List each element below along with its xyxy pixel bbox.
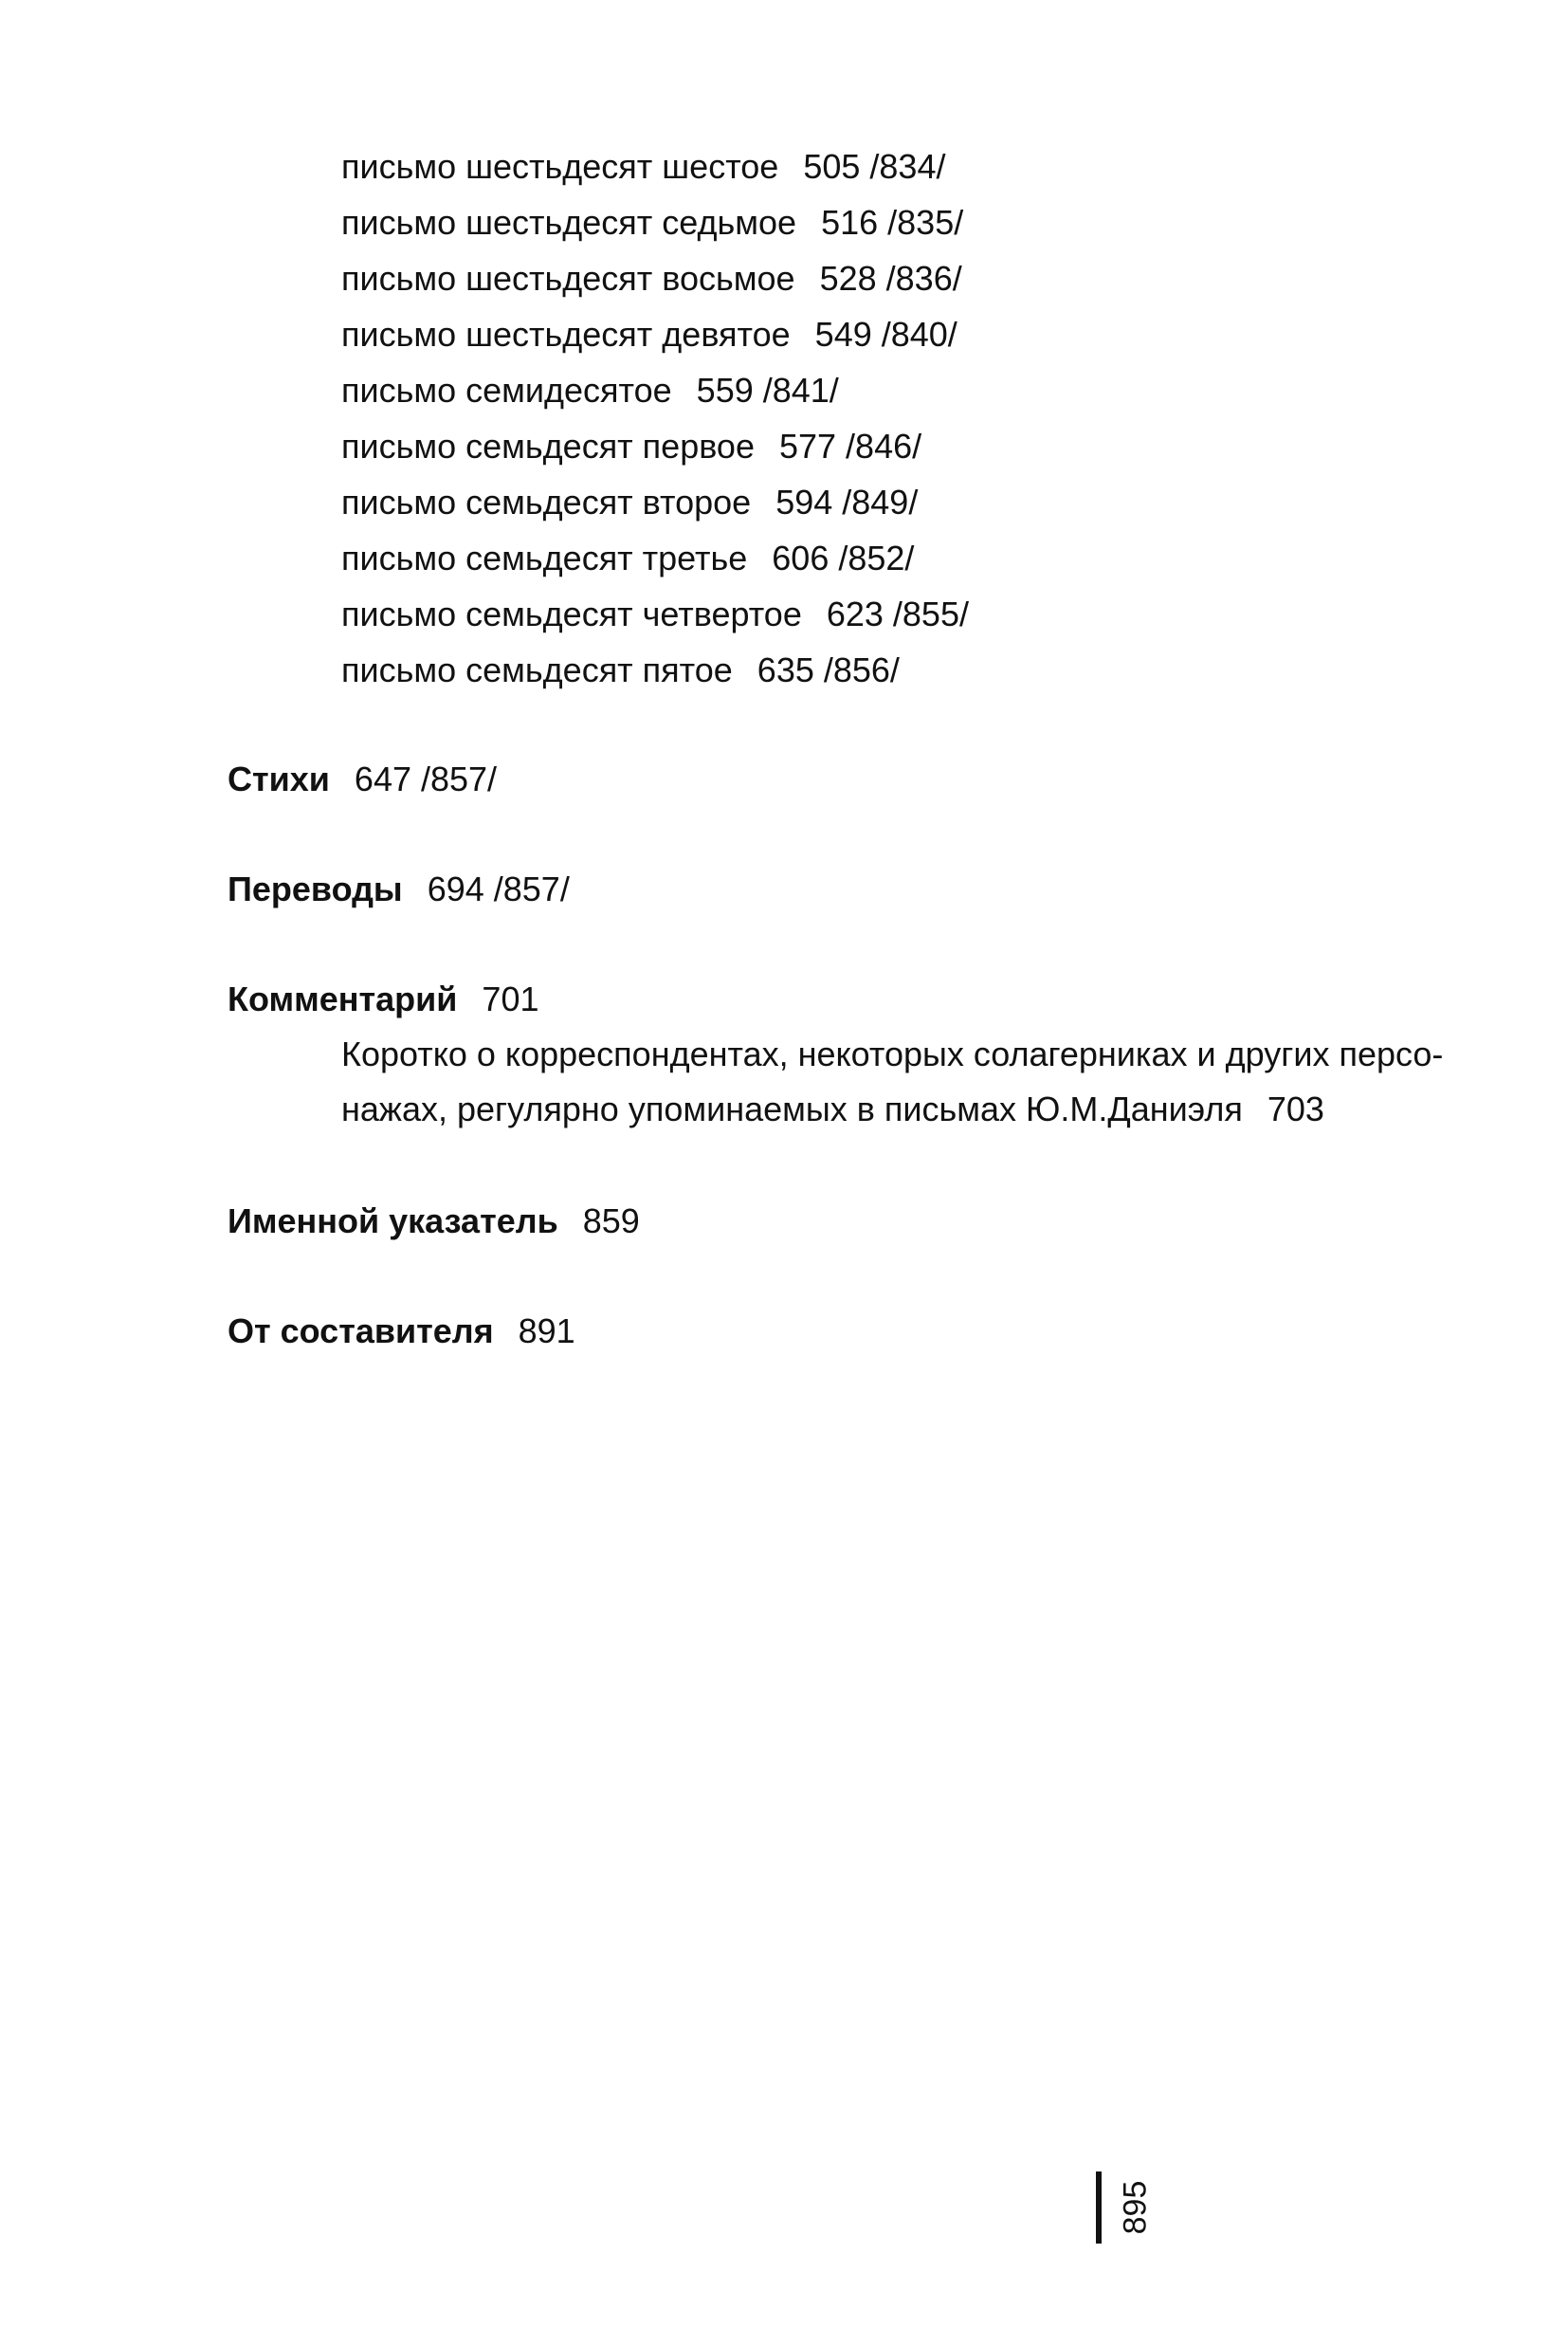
entry-text-line-2 bbox=[341, 1082, 1479, 1137]
toc-entry-letter-74[interactable] bbox=[341, 586, 969, 642]
toc-entry-title: письмо семьдесят четвертое bbox=[341, 595, 802, 633]
toc-section-commentary[interactable] bbox=[228, 971, 539, 1027]
toc-entry-correspondents[interactable] bbox=[341, 1027, 1479, 1137]
section-page: 701 bbox=[482, 980, 539, 1018]
section-title: Именной указатель bbox=[228, 1201, 558, 1240]
toc-entry-page: 549 /840/ bbox=[814, 315, 957, 354]
toc-entry-page: 635 /856/ bbox=[757, 650, 900, 689]
toc-entry-letter-70[interactable] bbox=[341, 362, 969, 418]
section-title: Комментарий bbox=[228, 980, 458, 1018]
section-page: 694 /857/ bbox=[427, 870, 570, 908]
toc-entry-page: 594 /849/ bbox=[775, 483, 919, 522]
section-page: 891 bbox=[518, 1311, 575, 1350]
toc-entry-title: письмо семьдесят пятое bbox=[341, 650, 733, 689]
toc-entry-letter-75[interactable] bbox=[341, 642, 969, 698]
toc-entry-title: письмо шестьдесят девятое bbox=[341, 315, 791, 354]
toc-section-name-index[interactable] bbox=[228, 1193, 640, 1249]
toc-entry-letter-73[interactable] bbox=[341, 530, 969, 586]
toc-entry-page: 516 /835/ bbox=[821, 203, 964, 242]
page-number-text: 895 bbox=[1117, 2180, 1154, 2235]
toc-entry-title: письмо семьдесят третье bbox=[341, 539, 748, 577]
toc-entry-letter-71[interactable] bbox=[341, 418, 969, 474]
entry-text-line-1: Коротко о корреспондентах, некоторых солагерниках и других персо- bbox=[341, 1035, 1444, 1073]
toc-entry-title: письмо семьдесят второе bbox=[341, 483, 752, 522]
section-title: От составителя bbox=[228, 1311, 494, 1350]
toc-section-from-compiler[interactable] bbox=[228, 1303, 575, 1359]
section-title: Стихи bbox=[228, 760, 330, 798]
folio-rule bbox=[1096, 2171, 1102, 2244]
toc-entry-page: 559 /841/ bbox=[696, 371, 839, 410]
toc-entry-page: 606 /852/ bbox=[772, 539, 915, 577]
toc-entry-page: 528 /836/ bbox=[819, 259, 962, 298]
entry-page: 703 bbox=[1267, 1090, 1324, 1128]
section-title: Переводы bbox=[228, 870, 403, 908]
toc-entry-letter-68[interactable] bbox=[341, 250, 969, 306]
toc-entry-page: 577 /846/ bbox=[778, 427, 922, 466]
section-page: 647 /857/ bbox=[354, 760, 498, 798]
toc-entry-title: письмо шестьдесят восьмое bbox=[341, 259, 795, 298]
toc-section-poems[interactable] bbox=[228, 751, 497, 807]
page-number bbox=[1088, 2171, 1174, 2257]
toc-entry-title: письмо семидесятое bbox=[341, 371, 672, 410]
toc-entry-letter-69[interactable] bbox=[341, 306, 969, 362]
toc-entry-letter-66[interactable] bbox=[341, 138, 969, 194]
toc-section-translations[interactable] bbox=[228, 861, 570, 917]
toc-entry-title: письмо шестьдесят седьмое bbox=[341, 203, 797, 242]
toc-entry-title: письмо семьдесят первое bbox=[341, 427, 755, 466]
toc-entry-title: письмо шестьдесят шестое bbox=[341, 147, 779, 186]
letters-list bbox=[341, 138, 969, 698]
toc-entry-page: 505 /834/ bbox=[803, 147, 946, 186]
entry-text: нажах, регулярно упоминаемых в письмах Ю.М.Даниэля bbox=[341, 1090, 1243, 1128]
toc-entry-page: 623 /855/ bbox=[826, 595, 969, 633]
section-page: 859 bbox=[582, 1201, 640, 1240]
toc-entry-letter-67[interactable] bbox=[341, 194, 969, 250]
toc-entry-letter-72[interactable] bbox=[341, 474, 969, 530]
